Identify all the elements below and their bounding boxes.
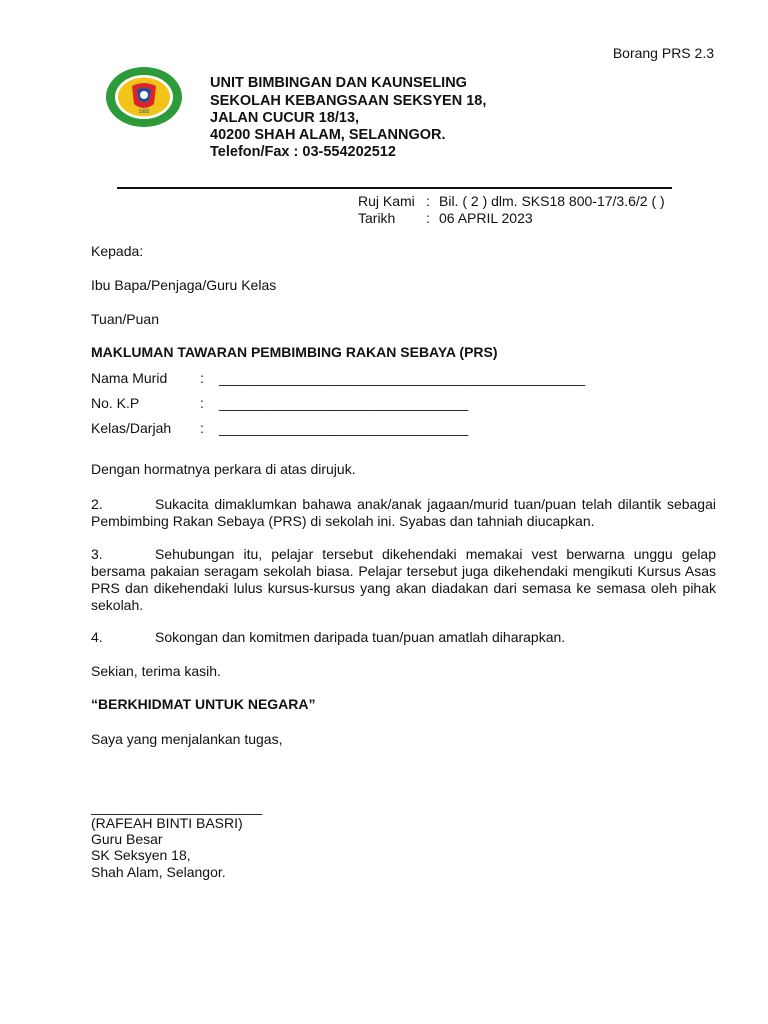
closing: Sekian, terima kasih. (91, 663, 221, 679)
paragraph-2-number: 2. (91, 496, 103, 512)
form-code: Borang PRS 2.3 (612, 45, 714, 61)
kepada-label: Kepada: (91, 243, 144, 259)
signatory-place: Shah Alam, Selangor. (91, 864, 226, 880)
school-crest-icon (104, 66, 184, 128)
field-line-kelas: ________________________________ (219, 420, 469, 436)
paragraph-1: Dengan hormatnya perkara di atas dirujuk. (91, 461, 356, 477)
paragraph-3 (91, 546, 716, 614)
signatory-school: SK Seksyen 18, (91, 847, 191, 863)
header-line-5: Telefon/Fax : 03-554202512 (210, 144, 396, 160)
field-line-kp: ________________________________ (219, 395, 469, 411)
field-sep-kp: : (200, 395, 204, 411)
paragraph-4-text: Sokongan dan komitmen daripada tuan/puan amatlah diharapkan. (155, 629, 566, 645)
school-logo (104, 66, 184, 128)
date-value: 06 APRIL 2023 (439, 210, 533, 226)
header-line-3: JALAN CUCUR 18/13, (210, 110, 360, 126)
field-line-nama: _______________________________________________ (219, 370, 585, 386)
motto: “BERKHIDMAT UNTUK NEGARA” (91, 696, 316, 712)
date-sep: : (426, 210, 430, 226)
signature-line: ______________________ (91, 799, 263, 815)
ref-value: Bil. ( 2 ) dlm. SKS18 800-17/3.6/2 ( ) (439, 193, 665, 209)
date-label: Tarikh (358, 210, 396, 226)
duty-line: Saya yang menjalankan tugas, (91, 731, 283, 747)
header-divider (117, 187, 672, 189)
field-label-kp: No. K.P (91, 395, 140, 411)
ref-label: Ruj Kami (358, 193, 415, 209)
paragraph-3-text: Sehubungan itu, pelajar tersebut dikehendaki memakai vest berwarna unggu gelap bersama pakaian seragam sekolah biasa. Pelajar tersebut juga dikehendaki mengikuti Kursus Asas PRS dan dikehendaki lulus kursus-kursus yang akan diadakan dari semasa ke semasa oleh pihak sekolah. (91, 546, 716, 613)
header-line-4: 40200 SHAH ALAM, SELANNGOR. (210, 127, 446, 143)
signatory-title: Guru Besar (91, 831, 163, 847)
subject-heading: MAKLUMAN TAWARAN PEMBIMBING RAKAN SEBAYA (PRS) (91, 344, 498, 360)
header-line-2: SEKOLAH KEBANGSAAN SEKSYEN 18, (210, 93, 487, 109)
field-label-kelas: Kelas/Darjah (91, 420, 172, 436)
header-line-1: UNIT BIMBINGAN DAN KAUNSELING (210, 75, 467, 91)
field-sep-nama: : (200, 370, 204, 386)
salutation: Tuan/Puan (91, 311, 159, 327)
signatory-name: (RAFEAH BINTI BASRI) (91, 815, 243, 831)
paragraph-3-number: 3. (91, 546, 103, 562)
field-sep-kelas: : (200, 420, 204, 436)
paragraph-4-number: 4. (91, 629, 103, 645)
ref-sep: : (426, 193, 430, 209)
paragraph-2 (91, 496, 716, 530)
logo-year: 1992 (138, 109, 150, 115)
field-label-nama: Nama Murid (91, 370, 168, 386)
paragraph-2-text: Sukacita dimaklumkan bahawa anak/anak jagaan/murid tuan/puan telah dilantik sebagai Pembimbing Rakan Sebaya (PRS) di sekolah ini. Syabas dan tahniah diucapkan. (91, 496, 716, 529)
paragraph-4 (91, 629, 716, 646)
recipient-to: Ibu Bapa/Penjaga/Guru Kelas (91, 277, 277, 293)
